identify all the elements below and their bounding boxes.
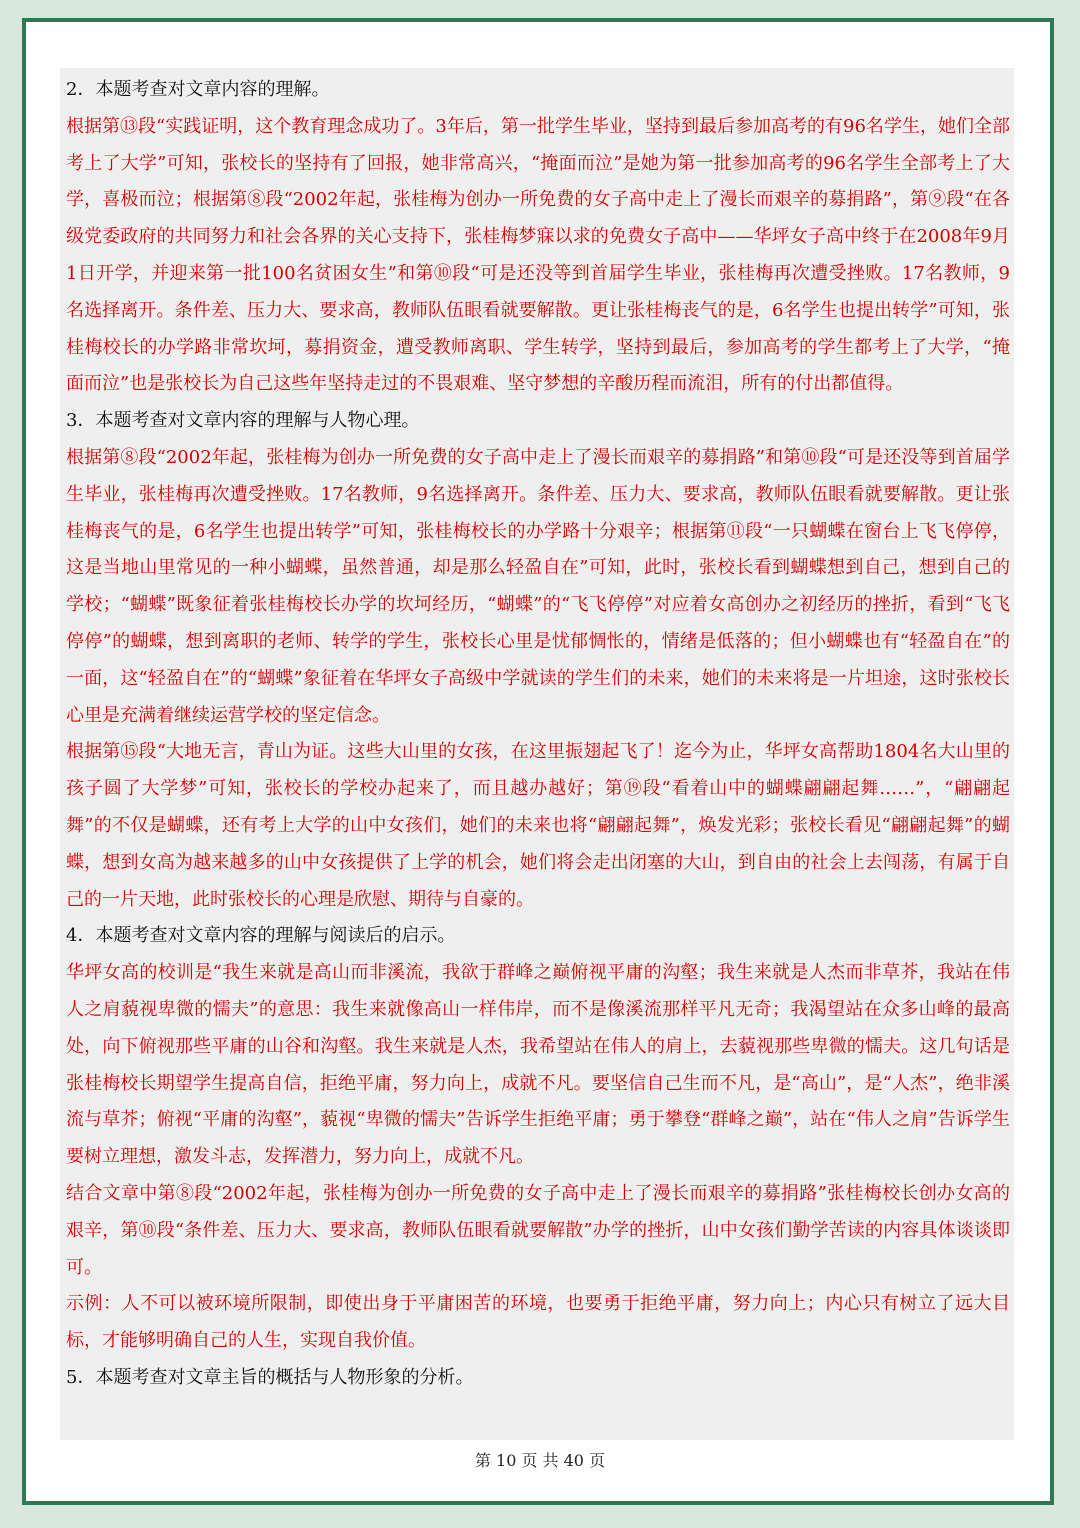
answer-content <box>66 72 1010 1397</box>
question-4-answer-part-1: 华坪女高的校训是“我生来就是高山而非溪流，我欲于群峰之巅俯视平庸的沟壑；我生来就是人杰而非草芥，我站在伟人之肩藐视卑微的懦夫”的意思：我生来就像高山一样伟岸，而不是像溪流那样平凡无奇；我渴望站在众多山峰的最高处，向下俯视那些平庸的山谷和沟壑。我生来就是人杰，我希望站在伟人的肩上，去藐视那些卑微的懦夫。这几句话是张桂梅校长期望学生提高自信，拒绝平庸，努力向上，成就不凡。要坚信自己生而不凡，是“高山”，是“人杰”，绝非溪流与草芥；俯视“平庸的沟壑”，藐视“卑微的懦夫”告诉学生拒绝平庸；勇于攀登“群峰之巅”，站在“伟人之肩”告诉学生要树立理想，激发斗志，发挥潜力，努力向上，成就不凡。 <box>66 962 1010 1168</box>
question-4-answer-part-2: 结合文章中第⑧段“2002年起，张桂梅为创办一所免费的女子高中走上了漫长而艰辛的募捐路”张桂梅校长创办女高的艰辛，第⑩段“条件差、压力大、要求高，教师队伍眼看就要解散”办学的挫折，山中女孩们勤学苦读的内容具体谈谈即可。 <box>66 1182 1010 1278</box>
question-4-heading: 4．本题考查对文章内容的理解与阅读后的启示。 <box>66 925 456 947</box>
question-4-example: 示例：人不可以被环境所限制，即使出身于平庸困苦的环境，也要勇于拒绝平庸，努力向上；内心只有树立了远大目标，才能够明确自己的人生，实现自我价值。 <box>66 1293 1010 1352</box>
content-panel <box>60 68 1014 1440</box>
question-3-answer-part-1: 根据第⑧段“2002年起，张桂梅为创办一所免费的女子高中走上了漫长而艰辛的募捐路”和第⑩段“可是还没等到首届学生毕业，张桂梅再次遭受挫败。17名教师，9名选择离开。条件差、压力大、要求高，教师队伍眼看就要解散。更让张桂梅丧气的是，6名学生也提出转学”可知，张桂梅校长的办学路十分艰辛；根据第⑪段“一只蝴蝶在窗台上飞飞停停，这是当地山里常见的一种小蝴蝶，虽然普通，却是那么轻盈自在”可知，此时，张校长看到蝴蝶想到自己，想到自己的学校；“蝴蝶”既象征着张桂梅校长办学的坎坷经历，“蝴蝶”的“飞飞停停”对应着女高创办之初经历的挫折，看到“飞飞停停”的蝴蝶，想到离职的老师、转学的学生，张校长心里是忧郁惆怅的，情绪是低落的；但小蝴蝶也有“轻盈自在”的一面，这“轻盈自在”的“蝴蝶”象征着在华坪女子高级中学就读的学生们的未来，她们的未来将是一片坦途，这时张校长心里是充满着继续运营学校的坚定信念。 <box>66 446 1010 726</box>
question-5-heading: 5．本题考查对文章主旨的概括与人物形象的分析。 <box>66 1366 474 1388</box>
question-3-answer-part-2: 根据第⑮段“大地无言，青山为证。这些大山里的女孩，在这里振翅起飞了！迄今为止，华坪女高帮助1804名大山里的孩子圆了大学梦”可知，张校长的学校办起来了，而且越办越好；第⑲段“看着山中的蝴蝶翩翩起舞……”，“翩翩起舞”的不仅是蝴蝶，还有考上大学的山中女孩们，她们的未来也将“翩翩起舞”，焕发光彩；张校长看见“翩翩起舞”的蝴蝶，想到女高为越来越多的山中女孩提供了上学的机会，她们将会走出闭塞的大山，到自由的社会上去闯荡，有属于自己的一片天地，此时张校长的心理是欣慰、期待与自豪的。 <box>66 741 1010 910</box>
question-3-heading: 3．本题考查对文章内容的理解与人物心理。 <box>66 410 420 432</box>
question-2-heading: 2．本题考查对文章内容的理解。 <box>66 79 330 100</box>
question-2-answer: 根据第⑬段“实践证明，这个教育理念成功了。3年后，第一批学生毕业，坚持到最后参加高考的有96名学生，她们全部考上了大学”可知，张校长的坚持有了回报，她非常高兴，“掩面而泣”是她为第一批参加高考的96名学生全部考上了大学，喜极而泣；根据第⑧段“2002年起，张桂梅为创办一所免费的女子高中走上了漫长而艰辛的募捐路”，第⑨段“在各级党委政府的共同努力和社会各界的关心支持下，张桂梅梦寐以求的免费女子高中——华坪女子高中终于在2008年9月1日开学，并迎来第一批100名贫困女生”和第⑩段“可是还没等到首届学生毕业，张桂梅再次遭受挫败。17名教师，9名选择离开。条件差、压力大、要求高，教师队伍眼看就要解散。更让张桂梅丧气的是，6名学生也提出转学”可知，张桂梅校长的办学路非常坎坷，募捐资金，遭受教师离职、学生转学，坚持到最后，参加高考的学生都考上了大学，“掩面而泣”也是张校长为自己这些年坚持走过的不畏艰难、坚守梦想的辛酸历程而流泪，所有的付出都值得。 <box>66 115 1010 395</box>
page-number-footer: 第 10 页 共 40 页 <box>474 1451 606 1470</box>
